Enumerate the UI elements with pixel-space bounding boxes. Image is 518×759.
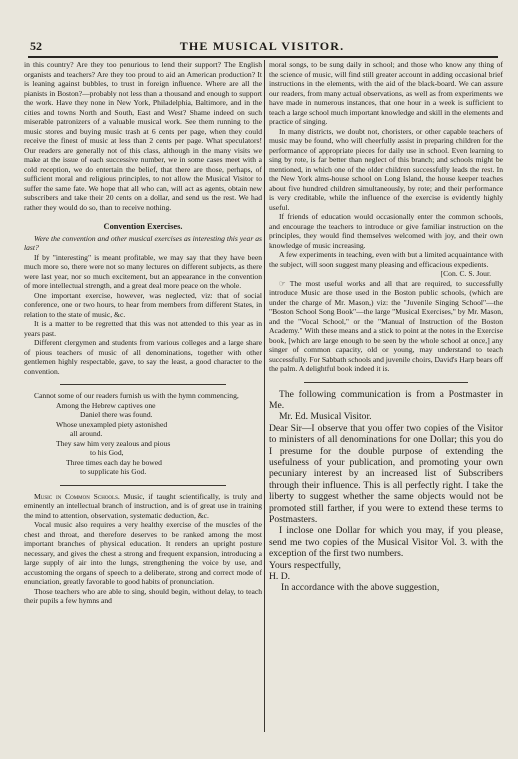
article-paragraph	[24, 492, 262, 521]
column-divider	[264, 60, 265, 732]
hymn-verse	[24, 401, 262, 477]
running-title: THE MUSICAL VISITOR.	[179, 39, 345, 53]
article-paragraph: Vocal music also requires a very healthy exercise of the muscles of the chest and throat, and therefore deserves to be ranked among the most important branches of physical education. It renders an upright posture necessary, and gives the chest a strong and frequent expansion, introducing a large supply of air into the lungs, strengthening the voice by use, and accustoming the organs of speech to a deliberate, strong and correct mode of enunciation, greatly favorable to good habits of pronunciation.	[24, 520, 262, 586]
pointing-hand-icon: ☞	[279, 278, 286, 288]
run-in-heading: Music in Common Schools.	[34, 491, 120, 501]
source-citation: [Con. C. S. Jour.	[440, 269, 491, 278]
section-divider	[60, 384, 227, 385]
article-paragraph: It is a matter to be regretted that this was not attended to this year as in years past.	[24, 319, 262, 338]
right-column	[269, 60, 503, 750]
page-number: 52	[30, 39, 42, 53]
article-paragraph: in this country? Are they too penurious to lend their support? The English organists and teachers? Are they too proud to aid an American production? It is leaning against bubbles, to trust in foreign influence. Where are all the pianists in Boston?—probably not less than a thousand and enough to support the work. Have they none in New York, Philadelphia, Baltimore, and in the cities and towns North and South, East and West? Shame indeed on such miserable patronizers of a valuable musical work. See them running to the music stores and buying music trash at 6 cents per page, when they could receive the finest of music at less than 2 cents per page. What speculators! Our readers are generally not of this class, although in the many visits we make at the issue of each successive number, we in some cases meet with a cold reception, we do entertain the belief, that there are those, perhaps, of sufficient moral and religious principles, to not allow the Musical Visitor to suffer the same fate. We hope that all who can, will act as agents, obtain new subscribers and take their 20 cents on a dollar, and send us the rest. We had rather they would do so, than to receive nothing.	[24, 60, 262, 212]
article-paragraph: If by "interesting" is meant profitable, we may say that they have been much more so, there were not so many lectures on different subjects, as there were last year, nor so much excitement, but an appearance in the convention of more intellectual strength, and a great deal more peace on the whole.	[24, 252, 262, 290]
hymn-line: Three times each day he bowed	[66, 457, 162, 467]
article-paragraph	[269, 279, 503, 374]
hymn-line: Whose unexampled piety astonished	[56, 419, 168, 429]
article-paragraph: One important exercise, however, was neglected, viz: that of social conference, one or two hours, to hear from members from different States, in relation to the state of music, &c.	[24, 290, 262, 319]
hymn-line: They saw him very zealous and pious	[56, 438, 171, 448]
article-paragraph: A few experiments in teaching, even with but a limited acquaintance with the subject, will soon suggest many pleasing and efficacious expedients.	[269, 250, 503, 269]
section-divider	[304, 382, 468, 383]
header-rule	[28, 56, 498, 58]
letter-block	[269, 389, 503, 594]
paragraph-text: The most useful works and all that are required, to successfully introduce Music are those used in the Boston public schools, (which are under the charge of Mr. Mason,) viz: the "Juvenile Singing School"—the "Boston School Song Book"—the large "Musical Exercises," by Mr. Mason, and the "Vocal School," or the "Manual of Instruction of the Boston Academy." With these means and a stick to point at the notes in the Exercise book, [which are large enough to be seen by the whole school at once,] any singer of common capacity, old or young, may understand to teach successfully. For Sabbath schools and juvenile choirs, David's Harp bears off the palm. A delightful book indeed it is.	[269, 278, 503, 373]
section-heading: Convention Exercises.	[103, 222, 183, 231]
article-paragraph: Different clergymen and students from various colleges and a large share of pious teachers of music of all denominations, together with other gentlemen highly respectable, gave, to say the least, a good character to the convention.	[24, 338, 262, 376]
hymn-line: Daniel there was found.	[80, 410, 153, 419]
question-text: Were the convention and other musical exercises as interesting this year as last?	[24, 233, 262, 252]
article-paragraph: Cannot some of our readers furnish us with the hymn commencing,	[34, 391, 239, 400]
article-paragraph: Those teachers who are able to sing, should begin, without delay, to teach their pupils a few hymns and	[24, 586, 262, 605]
section-divider	[60, 485, 227, 486]
hymn-line: all around.	[70, 429, 103, 438]
letter-signature: H. D.	[269, 571, 291, 582]
hymn-line: to supplicate his God.	[80, 467, 147, 476]
paragraph-text: Music, if taught scientifically, is truly and eminently an intellectual branch of instruction, and is of great use in training the mind to attention, observation, systematic deduction, &c.	[24, 491, 262, 520]
article-paragraph: In many districts, we doubt not, choristers, or other capable teachers of music may be found, who will cheerfully assist in preparing children for the performance of appropriate pieces for daily use in school. Even learning to sing by rote, is far better than neglect of this branch; and schools might be mentioned, in which one of the older children successfully leads the rest. In the New York alms-house school on Long Island, the house keeper teaches about five hundred children simultaneously, by rote; and their performance is very creditable, while the influence of the exercise is evidently highly useful.	[269, 126, 503, 212]
article-paragraph: In accordance with the above suggestion,	[281, 582, 440, 594]
letter-salutation: Mr. Ed. Musical Visitor.	[279, 411, 372, 423]
left-column	[24, 60, 262, 750]
page-header	[24, 38, 500, 54]
article-paragraph: If friends of education would occasionally enter the common schools, and encourage the teachers to introduce or give familiar instruction on the principles, they would find themselves welcomed with joy, and their own knowledge of music increasing.	[269, 212, 503, 250]
letter-intro: The following communication is from a Postmaster in Me.	[269, 388, 503, 411]
article-paragraph: moral songs, to be sung daily in school; and those who know any thing of the science of music, will find still greater account in adding occasional brief instructions in the elements, with the aid of the black-board. We can assure our readers, from many actual observations, as well as from experiments we have made in numerous instances, that one hour in a week is sufficient to teach a large school much important knowledge and skill in the elements and practice of singing.	[269, 60, 503, 126]
hymn-line: to his God,	[90, 448, 124, 457]
letter-closing: Yours respectfully,	[269, 559, 341, 571]
hymn-line: Among the Hebrew captives one	[56, 400, 156, 410]
letter-paragraph: Dear Sir—I observe that you offer two copies of the Visitor to ministers of all denominations for one Dollar; this you do I presume for the double purpose of extending the usefulness of your publication, and promoting your own pecuniary interest by an increased list of Subscribers through their influence. This is all perfectly right. I take the liberty to suggest whether the same objects would not be promoted still farther, if you were to extend these terms to Postmasters.	[269, 422, 503, 525]
letter-paragraph: I inclose one Dollar for which you may, if you please, send me two copies of the Musical Visitor Vol. 3. with the exception of the first two numbers.	[269, 525, 503, 560]
